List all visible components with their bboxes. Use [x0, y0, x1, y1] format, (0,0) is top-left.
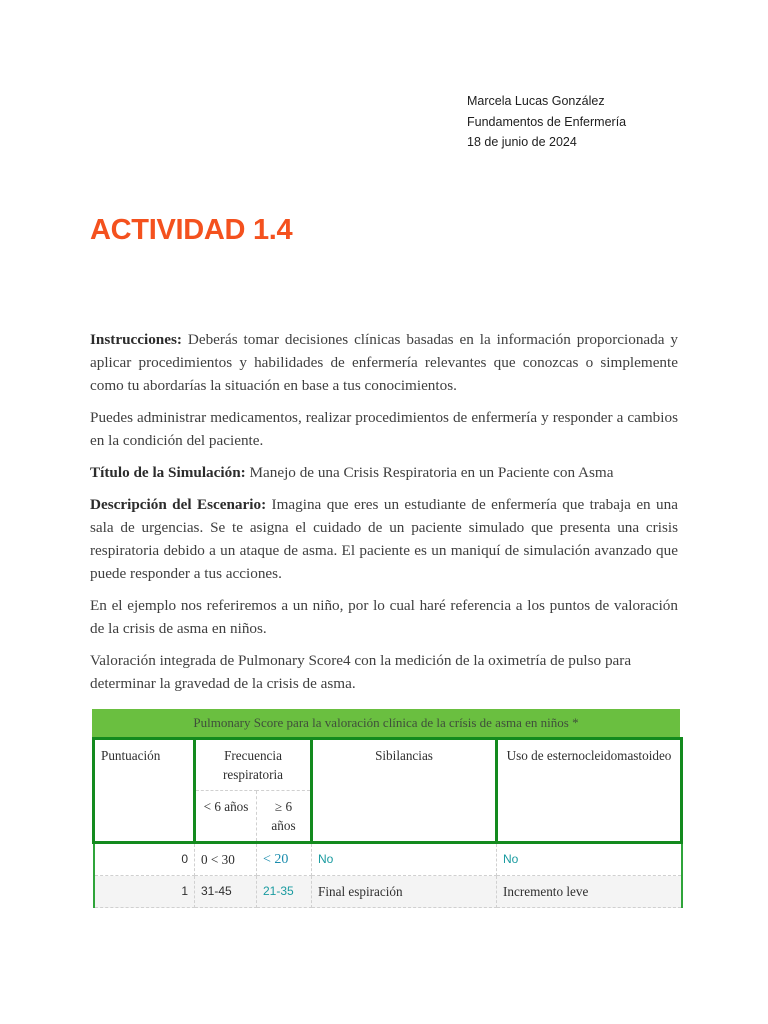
- header-over6: ≥ 6 años: [257, 791, 312, 843]
- document-date: 18 de junio de 2024: [467, 135, 577, 149]
- simulation-title-label: Título de la Simulación:: [90, 464, 246, 481]
- table-header-row: [94, 739, 682, 791]
- row1-wheeze: Final espiración: [312, 876, 497, 908]
- row1-over6: 21-35: [257, 876, 312, 908]
- instructions-label: Instrucciones:: [90, 331, 182, 348]
- author-name: Marcela Lucas González: [467, 94, 605, 108]
- row1-score: 1: [94, 876, 195, 908]
- pulmonary-score-paragraph: Valoración integrada de Pulmonary Score4 con la medición de la oximetría de pulso para determinar la gravedad de la crisis de asma.: [90, 652, 632, 692]
- header-under6: < 6 años: [195, 791, 257, 843]
- row0-muscle: No: [497, 843, 682, 876]
- scenario-text: Imagina que eres un estudiante de enfermería que trabaja en una sala de urgencias. Se te asigna el cuidado de un paciente simulado que presenta una crisis respiratoria debido a un ataque de asma. El paciente es un maniquí de simulación avanzado que puede responder a tus acciones.: [90, 496, 678, 582]
- header-score: Puntuación: [94, 739, 195, 843]
- pulmonary-score-table: [92, 709, 680, 908]
- child-example-paragraph: En el ejemplo nos referiremos a un niño, por lo cual haré referencia a los puntos de valoración de la crisis de asma en niños.: [90, 597, 678, 637]
- row1-muscle: Incremento leve: [497, 876, 682, 908]
- row0-score: 0: [94, 843, 195, 876]
- instructions-paragraph: [90, 328, 678, 397]
- header-muscle: Uso de esternocleidomastoideo: [497, 739, 682, 843]
- page-title: ACTIVIDAD 1.4: [90, 214, 293, 246]
- table-row: [94, 843, 682, 876]
- score-table: [92, 737, 683, 908]
- header-frequency: Frecuencia respiratoria: [195, 739, 312, 791]
- scenario-label: Descripción del Escenario:: [90, 496, 267, 513]
- medications-paragraph: Puedes administrar medicamentos, realizar procedimientos de enfermería y responder a cambios en la condición del paciente.: [90, 409, 678, 449]
- simulation-title-text: Manejo de una Crisis Respiratoria en un Paciente con Asma: [245, 464, 614, 481]
- simulation-title-paragraph: [90, 461, 678, 484]
- table-row: [94, 876, 682, 908]
- scenario-paragraph: [90, 493, 678, 585]
- row0-wheeze: No: [312, 843, 497, 876]
- row0-under6: 0 < 30: [195, 843, 257, 876]
- instructions-text: Deberás tomar decisiones clínicas basadas en la información proporcionada y aplicar procedimientos y habilidades de enfermería relevantes que conozcas o simplemente como tu abordarías la situación en base a tus conocimientos.: [90, 331, 678, 394]
- document-body: [90, 328, 678, 704]
- course-name: Fundamentos de Enfermería: [467, 114, 627, 129]
- header-wheeze: Sibilancias: [312, 739, 497, 843]
- row1-under6: 31-45: [195, 876, 257, 908]
- document-header: [467, 91, 626, 153]
- table-caption: Pulmonary Score para la valoración clínica de la crísis de asma en niños *: [92, 709, 680, 737]
- row0-over6: < 20: [257, 843, 312, 876]
